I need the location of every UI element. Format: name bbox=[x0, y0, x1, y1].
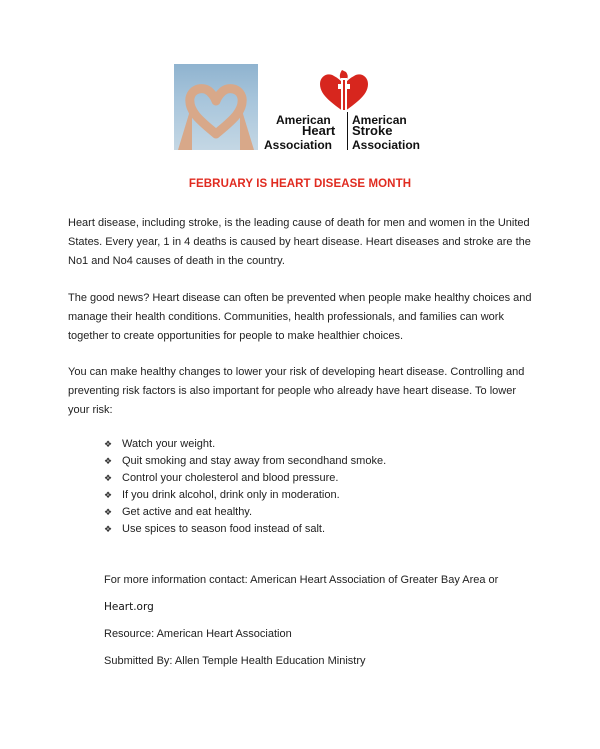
diamond-bullet-icon: ❖ bbox=[104, 507, 113, 517]
hands-heart-photo bbox=[174, 64, 258, 150]
paragraph-intro: Heart disease, including stroke, is the leading cause of death for men and women in the United States. Every year, 1 in 4 deaths is caused by heart disease. Heart diseases and stroke are the No1 and No4 causes of death in the country. bbox=[68, 217, 531, 267]
hands-heart-icon bbox=[174, 64, 258, 150]
logo-right-line-1: American bbox=[352, 113, 407, 127]
logo-right-line-3: Association bbox=[352, 138, 421, 152]
list-item: ❖ Control your cholesterol and blood pressure. bbox=[104, 470, 386, 487]
list-item: ❖ Get active and eat healthy. bbox=[104, 504, 386, 521]
diamond-bullet-icon: ❖ bbox=[104, 473, 113, 483]
aha-logo bbox=[262, 64, 436, 154]
list-item: ❖ Use spices to season food instead of salt. bbox=[104, 521, 386, 538]
diamond-bullet-icon: ❖ bbox=[104, 439, 113, 449]
logo-left-line-3: Association bbox=[264, 138, 333, 152]
paragraph-good-news: The good news? Heart disease can often be prevented when people make healthy choices and manage their health conditions. Communities, health professionals, and families can work together to create opportunities for people to make healthier choices. bbox=[68, 292, 532, 342]
resource-text: Resource: American Heart Association bbox=[104, 628, 292, 640]
diamond-bullet-icon: ❖ bbox=[104, 456, 113, 466]
list-item: ❖ If you drink alcohol, drink only in moderation. bbox=[104, 487, 386, 504]
diamond-bullet-icon: ❖ bbox=[104, 490, 113, 500]
diamond-bullet-icon: ❖ bbox=[104, 524, 113, 534]
list-item: ❖ Watch your weight. bbox=[104, 436, 386, 453]
heart-org-link[interactable]: Heart.org bbox=[104, 601, 154, 613]
logo-divider bbox=[347, 112, 348, 150]
paragraph-risk: You can make healthy changes to lower your risk of developing heart disease. Controlling and preventing risk factors is also important for people who already have heart disease. To lower your risk: bbox=[68, 366, 525, 416]
logo-right-line-2: Stroke bbox=[352, 123, 393, 138]
tips-list bbox=[104, 436, 386, 538]
submitted-by-text: Submitted By: Allen Temple Health Education Ministry bbox=[104, 655, 366, 667]
logo-left-line-2: Heart bbox=[302, 123, 336, 138]
header-images bbox=[174, 64, 436, 154]
logo-left-line-1: American bbox=[276, 113, 331, 127]
contact-text: For more information contact: American Heart Association of Greater Bay Area or bbox=[104, 574, 499, 586]
page-title: FEBRUARY IS HEART DISEASE MONTH bbox=[188, 178, 412, 190]
list-item: ❖ Quit smoking and stay away from secondhand smoke. bbox=[104, 453, 386, 470]
